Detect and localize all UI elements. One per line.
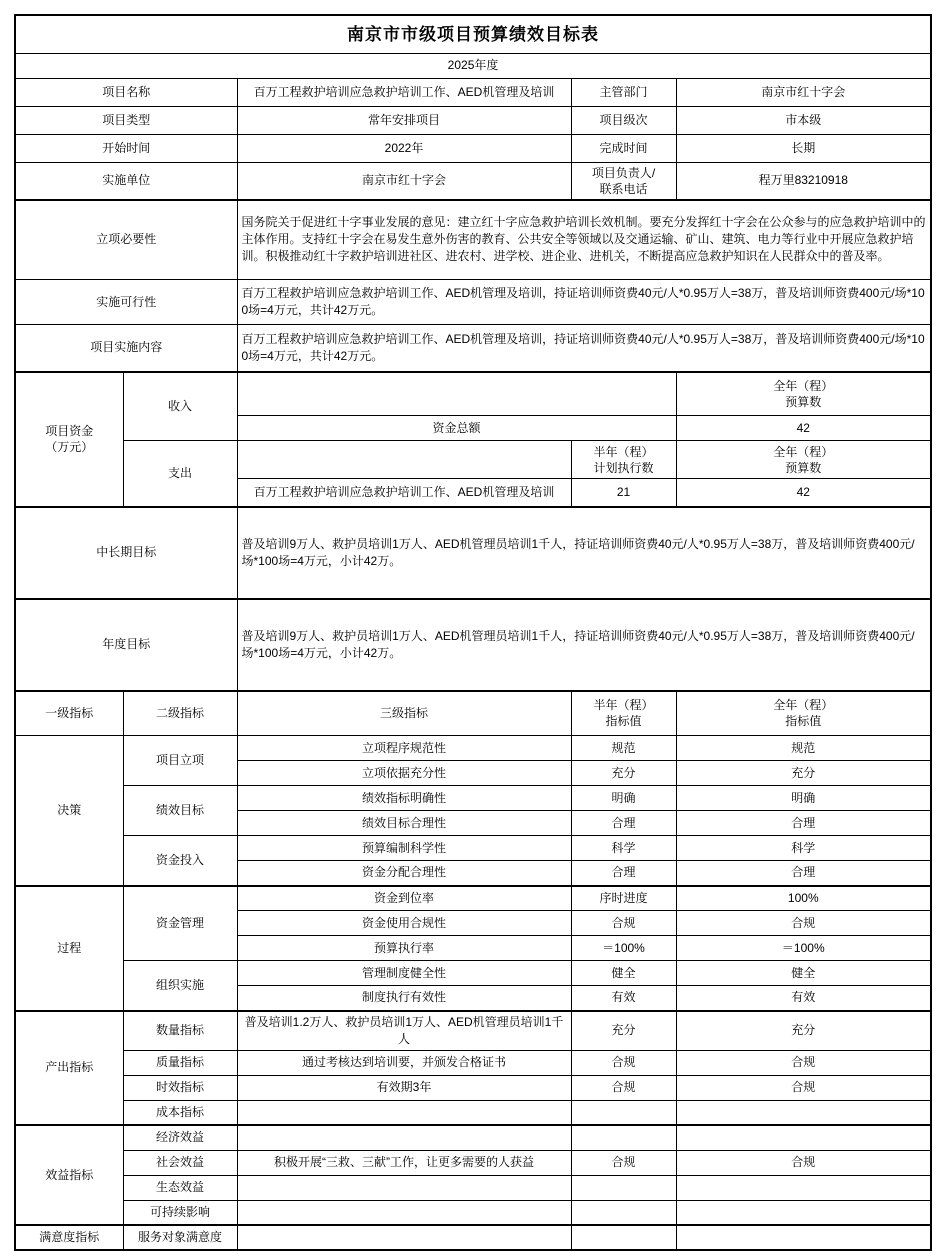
indicator-row xyxy=(15,886,931,911)
half-cell: 合规 xyxy=(571,911,676,936)
l3-cell: 资金分配合理性 xyxy=(237,861,571,886)
indicator-row xyxy=(15,1200,931,1225)
sub-eco-benefit: 生态效益 xyxy=(123,1175,237,1200)
fund-outcome-annual-header xyxy=(676,441,931,479)
impl-unit-label: 实施单位 xyxy=(15,162,237,200)
indicator-row xyxy=(15,736,931,761)
half-header-line2: 计划执行数 xyxy=(593,460,654,475)
annual-cell xyxy=(676,1175,931,1200)
necessity-text: 国务院关于促进红十字事业发展的意见：建立红十字应急救护培训长效机制。要充分发挥红十字会在公众参与的应急救护培训中的主体作用。支持红十字会在易发生意外伤害的教育、公共安全等领域以及交通运输、矿山、建筑、电力等行业中开展应急救护培训。积极推动红十字救护培训进社区、进农村、进学校、进企业、进机关，不断提高应急救护知识在人民群众中的普及率。 xyxy=(237,200,931,280)
annual-header-line1: 全年（程） xyxy=(773,444,834,459)
dept-label: 主管部门 xyxy=(571,78,676,106)
annual-cell: 规范 xyxy=(676,736,931,761)
sub-social-benefit: 社会效益 xyxy=(123,1150,237,1175)
sub-fund-input: 资金投入 xyxy=(123,836,237,886)
half-cell xyxy=(571,1225,676,1250)
sub-org-implementation: 组织实施 xyxy=(123,961,237,1011)
group-decision: 决策 xyxy=(15,736,123,886)
half-cell xyxy=(571,1125,676,1150)
fund-half-header xyxy=(571,441,676,479)
expense-half-value: 21 xyxy=(571,479,676,507)
annual-cell: 合规 xyxy=(676,1150,931,1175)
group-output: 产出指标 xyxy=(15,1011,123,1126)
project-level-label: 项目级次 xyxy=(571,106,676,134)
annual-cell: 有效 xyxy=(676,986,931,1011)
half-cell: 有效 xyxy=(571,986,676,1011)
expense-annual-value: 42 xyxy=(676,479,931,507)
annual-cell: 合规 xyxy=(676,1050,931,1075)
start-time-value: 2022年 xyxy=(237,134,571,162)
impl-content-text: 百万工程救护培训应急救护培训工作、AED机管理及培训，持证培训师资费40元/人*0.95万人=38万，普及培训师资费400元/场*100场=4万元，共计42万元。 xyxy=(237,325,931,372)
indicator-row xyxy=(15,1225,931,1250)
sub-project-setup: 项目立项 xyxy=(123,736,237,786)
fund-income-label: 收入 xyxy=(123,372,237,441)
sub-quality: 质量指标 xyxy=(123,1050,237,1075)
sub-performance-goal: 绩效目标 xyxy=(123,786,237,836)
start-time-label: 开始时间 xyxy=(15,134,237,162)
half-cell: 合规 xyxy=(571,1075,676,1100)
l3-cell xyxy=(237,1125,571,1150)
sub-quantity: 数量指标 xyxy=(123,1011,237,1051)
table-year: 2025年度 xyxy=(15,53,931,78)
annual-header-line2: 预算数 xyxy=(785,460,822,475)
project-level-value: 市本级 xyxy=(676,106,931,134)
indicator-row xyxy=(15,1175,931,1200)
l3-cell: 立项依据充分性 xyxy=(237,761,571,786)
header-level2: 二级指标 xyxy=(123,691,237,736)
leader-label-line1: 项目负责人/ xyxy=(591,165,656,180)
fund-label xyxy=(15,372,123,507)
performance-target-sheet xyxy=(14,14,932,1251)
impl-content-label: 项目实施内容 xyxy=(15,325,237,372)
half-cell: 合规 xyxy=(571,1050,676,1075)
finish-time-value: 长期 xyxy=(676,134,931,162)
sub-service-satisfaction: 服务对象满意度 xyxy=(123,1225,237,1250)
annual-cell: ＝100% xyxy=(676,936,931,961)
project-name-label: 项目名称 xyxy=(15,78,237,106)
project-type-value: 常年安排项目 xyxy=(237,106,571,134)
indicator-row xyxy=(15,1050,931,1075)
l3-cell: 管理制度健全性 xyxy=(237,961,571,986)
fund-income-annual-header xyxy=(676,372,931,416)
header-level1: 一级指标 xyxy=(15,691,123,736)
indicator-row xyxy=(15,1100,931,1125)
indicator-row xyxy=(15,786,931,811)
impl-unit-value: 南京市红十字会 xyxy=(237,162,571,200)
l3-cell: 绩效目标合理性 xyxy=(237,811,571,836)
l3-cell: 资金到位率 xyxy=(237,886,571,911)
annual-cell: 明确 xyxy=(676,786,931,811)
annual-cell: 合规 xyxy=(676,1075,931,1100)
project-type-label: 项目类型 xyxy=(15,106,237,134)
sub-economic-benefit: 经济效益 xyxy=(123,1125,237,1150)
half-cell: 充分 xyxy=(571,1011,676,1051)
dept-value: 南京市红十字会 xyxy=(676,78,931,106)
half-cell: 合规 xyxy=(571,1150,676,1175)
half-cell xyxy=(571,1175,676,1200)
half-cell: 序时进度 xyxy=(571,886,676,911)
fund-outcome-blank xyxy=(237,441,571,479)
header-half-line2: 指标值 xyxy=(605,714,642,729)
annual-cell xyxy=(676,1125,931,1150)
half-header-line1: 半年（程） xyxy=(593,444,654,459)
indicator-row xyxy=(15,1075,931,1100)
annual-cell: 合理 xyxy=(676,861,931,886)
header-annual-line1: 全年（程） xyxy=(773,698,834,713)
feasibility-text: 百万工程救护培训应急救护培训工作、AED机管理及培训，持证培训师资费40元/人*0.95万人=38万，普及培训师资费400元/场*100场=4万元，共计42万元。 xyxy=(237,280,931,325)
l3-cell xyxy=(237,1100,571,1125)
half-cell: 科学 xyxy=(571,836,676,861)
feasibility-label: 实施可行性 xyxy=(15,280,237,325)
group-benefit: 效益指标 xyxy=(15,1125,123,1225)
l3-cell: 立项程序规范性 xyxy=(237,736,571,761)
indicator-row xyxy=(15,1125,931,1150)
fund-total-value: 42 xyxy=(676,416,931,441)
leader-value: 程万里83210918 xyxy=(676,162,931,200)
l3-cell xyxy=(237,1175,571,1200)
annual-goal-label: 年度目标 xyxy=(15,599,237,691)
annual-cell: 充分 xyxy=(676,761,931,786)
l3-cell: 普及培训1.2万人、救护员培训1万人、AED机管理员培训1千人 xyxy=(237,1011,571,1051)
sub-timeliness: 时效指标 xyxy=(123,1075,237,1100)
half-cell: 合理 xyxy=(571,861,676,886)
annual-cell xyxy=(676,1100,931,1125)
half-cell: 健全 xyxy=(571,961,676,986)
annual-cell: 合规 xyxy=(676,911,931,936)
half-cell: 充分 xyxy=(571,761,676,786)
annual-header-line1: 全年（程） xyxy=(773,378,834,393)
indicator-row xyxy=(15,961,931,986)
necessity-label: 立项必要性 xyxy=(15,200,237,280)
l3-cell: 资金使用合规性 xyxy=(237,911,571,936)
header-level3: 三级指标 xyxy=(237,691,571,736)
fund-label-line1: 项目资金 xyxy=(45,424,94,438)
midterm-goal-text: 普及培训9万人、救护员培训1万人、AED机管理员培训1千人，持证培训师资费40元/人*0.95万人=38万，普及培训师资费400元/场*100场=4万元，小计42万。 xyxy=(237,507,931,599)
annual-cell: 100% xyxy=(676,886,931,911)
group-satisfaction: 满意度指标 xyxy=(15,1225,123,1250)
sub-sustainability: 可持续影响 xyxy=(123,1200,237,1225)
half-cell xyxy=(571,1200,676,1225)
fund-income-blank xyxy=(237,372,676,416)
table-title: 南京市市级项目预算绩效目标表 xyxy=(15,15,931,53)
half-cell: 明确 xyxy=(571,786,676,811)
annual-header-line2: 预算数 xyxy=(785,394,822,409)
annual-cell: 合理 xyxy=(676,811,931,836)
l3-cell: 制度执行有效性 xyxy=(237,986,571,1011)
project-name-value: 百万工程救护培训应急救护培训工作、AED机管理及培训 xyxy=(237,78,571,106)
header-annual-line2: 指标值 xyxy=(785,714,822,729)
annual-goal-text: 普及培训9万人、救护员培训1万人、AED机管理员培训1千人，持证培训师资费40元/人*0.95万人=38万，普及培训师资费400元/场*100场=4万元，小计42万。 xyxy=(237,599,931,691)
sub-fund-management: 资金管理 xyxy=(123,886,237,961)
fund-total-label: 资金总额 xyxy=(237,416,676,441)
l3-cell: 预算编制科学性 xyxy=(237,836,571,861)
leader-label-line2: 联系电话 xyxy=(599,181,648,196)
l3-cell: 通过考核达到培训要，并颁发合格证书 xyxy=(237,1050,571,1075)
l3-cell xyxy=(237,1200,571,1225)
l3-cell xyxy=(237,1225,571,1250)
sub-cost: 成本指标 xyxy=(123,1100,237,1125)
annual-cell: 科学 xyxy=(676,836,931,861)
finish-time-label: 完成时间 xyxy=(571,134,676,162)
indicator-row xyxy=(15,1150,931,1175)
indicator-row xyxy=(15,836,931,861)
l3-cell: 预算执行率 xyxy=(237,936,571,961)
l3-cell: 有效期3年 xyxy=(237,1075,571,1100)
header-half-line1: 半年（程） xyxy=(593,698,654,713)
half-cell: ＝100% xyxy=(571,936,676,961)
midterm-goal-label: 中长期目标 xyxy=(15,507,237,599)
fund-label-line2: （万元） xyxy=(45,440,94,454)
annual-cell: 健全 xyxy=(676,961,931,986)
header-half xyxy=(571,691,676,736)
group-process: 过程 xyxy=(15,886,123,1011)
performance-target-table xyxy=(14,14,932,1251)
half-cell: 合理 xyxy=(571,811,676,836)
header-annual xyxy=(676,691,931,736)
leader-label xyxy=(571,162,676,200)
half-cell xyxy=(571,1100,676,1125)
half-cell: 规范 xyxy=(571,736,676,761)
expense-item-name: 百万工程救护培训应急救护培训工作、AED机管理及培训 xyxy=(237,479,571,507)
annual-cell: 充分 xyxy=(676,1011,931,1051)
annual-cell xyxy=(676,1200,931,1225)
l3-cell: 绩效指标明确性 xyxy=(237,786,571,811)
l3-cell: 积极开展“三救、三献”工作，让更多需要的人获益 xyxy=(237,1150,571,1175)
annual-cell xyxy=(676,1225,931,1250)
indicator-row xyxy=(15,1011,931,1051)
fund-outcome-label: 支出 xyxy=(123,441,237,507)
